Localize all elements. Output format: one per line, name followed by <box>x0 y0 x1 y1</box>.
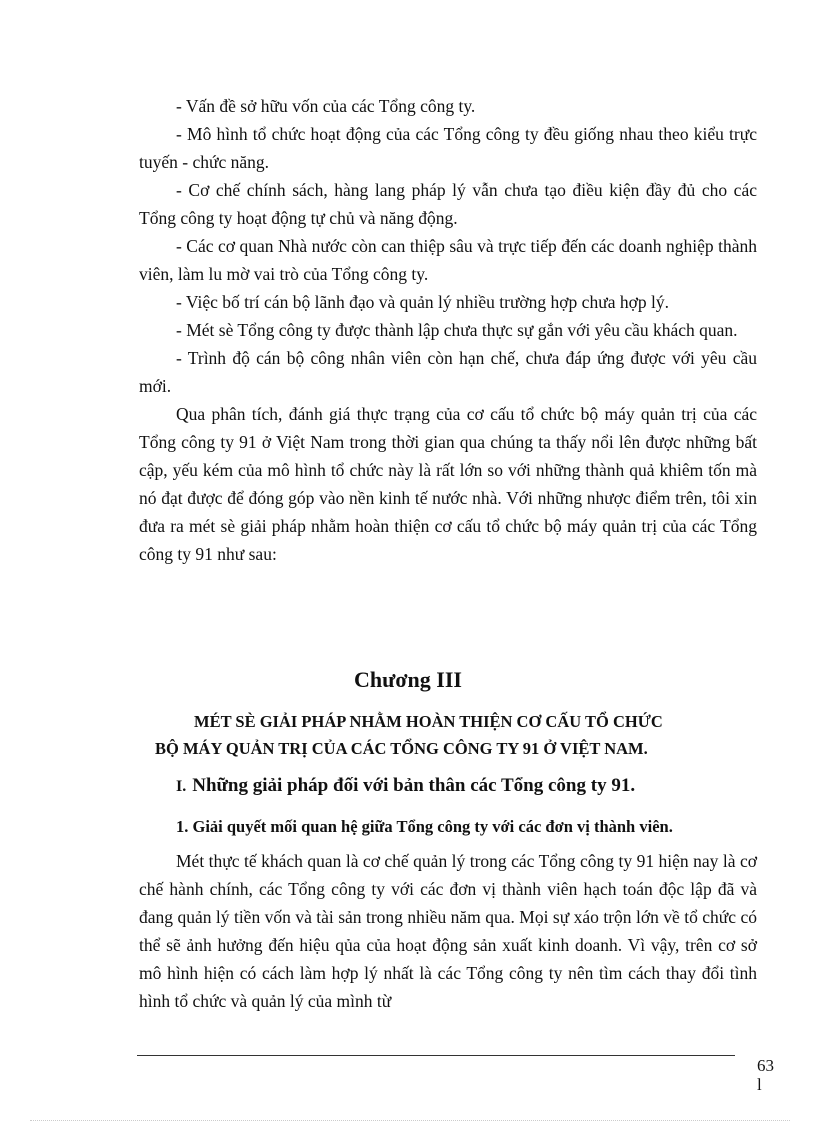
chapter-heading: Chương III <box>354 667 462 692</box>
body-text <box>139 92 757 568</box>
paragraph-capital-ownership: - Vấn đề sở hữu vốn của các Tổng công ty. <box>176 96 476 116</box>
paragraph-closing: Mét thực tế khách quan là cơ chế quản lý trong các Tổng công ty 91 hiện nay là cơ chế hành chính, các Tổng công ty với các đơn vị thành viên hạch toán độc lập đã và đang quản lý tiền vốn và tài sản trong nhiều năm qua. Mọi sự xáo trộn lớn về tổ chức có thể sẽ ảnh hưởng đến hiệu qủa của hoạt động sản xuất kinh doanh. Vì vậy, trên cơ sở mô hình hiện có cách làm hợp lý nhất là các Tổng công ty nên tìm cách thay đổi tình hình tổ chức và quản lý của mình từ <box>139 851 757 1011</box>
paragraph-establishment: - Mét sè Tổng công ty được thành lập chưa thực sự gắn với yêu cầu khách quan. <box>176 320 738 340</box>
page-number-suffix: l <box>757 1075 762 1094</box>
page-bottom-border <box>30 1120 790 1121</box>
paragraph-staff-qualification: - Trình độ cán bộ công nhân viên còn hạn chế, chưa đáp ứng được với yêu cầu mới. <box>139 348 757 396</box>
footer-divider <box>137 1055 735 1056</box>
section-title: Những giải pháp đối với bản thân các Tổng công ty 91. <box>192 775 636 796</box>
page-number-value: 63 <box>757 1056 774 1075</box>
chapter-title <box>139 708 779 762</box>
paragraph-summary: Qua phân tích, đánh giá thực trạng của cơ cấu tổ chức bộ máy quản trị của các Tổng công ty 91 ở Việt Nam trong thời gian qua chúng ta thấy nổi lên được những bất cập, yếu kém của mô hình tổ chức này là rất lớn so với những thành quả khiêm tốn mà nó đạt được để đóng góp vào nền kinh tế nước nhà. Với những nhược điểm trên, tôi xin đưa ra mét sè giải pháp nhằm hoàn thiện cơ cấu tổ chức bộ máy quản trị của các Tổng công ty 91 như sau: <box>139 404 757 564</box>
page-number <box>757 1056 787 1094</box>
subsection-heading: 1. Giải quyết mối quan hệ giữa Tổng công ty với các đơn vị thành viên. <box>176 817 673 836</box>
section-heading <box>176 772 635 801</box>
paragraph-organization-model: - Mô hình tổ chức hoạt động của các Tổng công ty đều giống nhau theo kiểu trực tuyến - chức năng. <box>139 124 757 172</box>
paragraph-legal-framework: - Cơ chế chính sách, hàng lang pháp lý vẫn chưa tạo điều kiện đầy đủ cho các Tổng công ty hoạt động tự chủ và năng động. <box>139 180 757 228</box>
closing-text <box>139 847 757 1015</box>
chapter-title-line-1: MÉT SÈ GIẢI PHÁP NHẰM HOÀN THIỆN CƠ CẤU TỔ CHỨC <box>194 712 663 731</box>
paragraph-staff-arrangement: - Việc bố trí cán bộ lãnh đạo và quản lý nhiều trường hợp chưa hợp lý. <box>176 292 669 312</box>
section-numeral: I. <box>176 778 187 795</box>
chapter-title-line-2: BỘ MÁY QUẢN TRỊ CỦA CÁC TỔNG CÔNG TY 91 Ở VIỆT NAM. <box>155 739 648 758</box>
paragraph-state-intervention: - Các cơ quan Nhà nước còn can thiệp sâu và trực tiếp đến các doanh nghiệp thành viên, làm lu mờ vai trò của Tổng công ty. <box>139 236 757 284</box>
